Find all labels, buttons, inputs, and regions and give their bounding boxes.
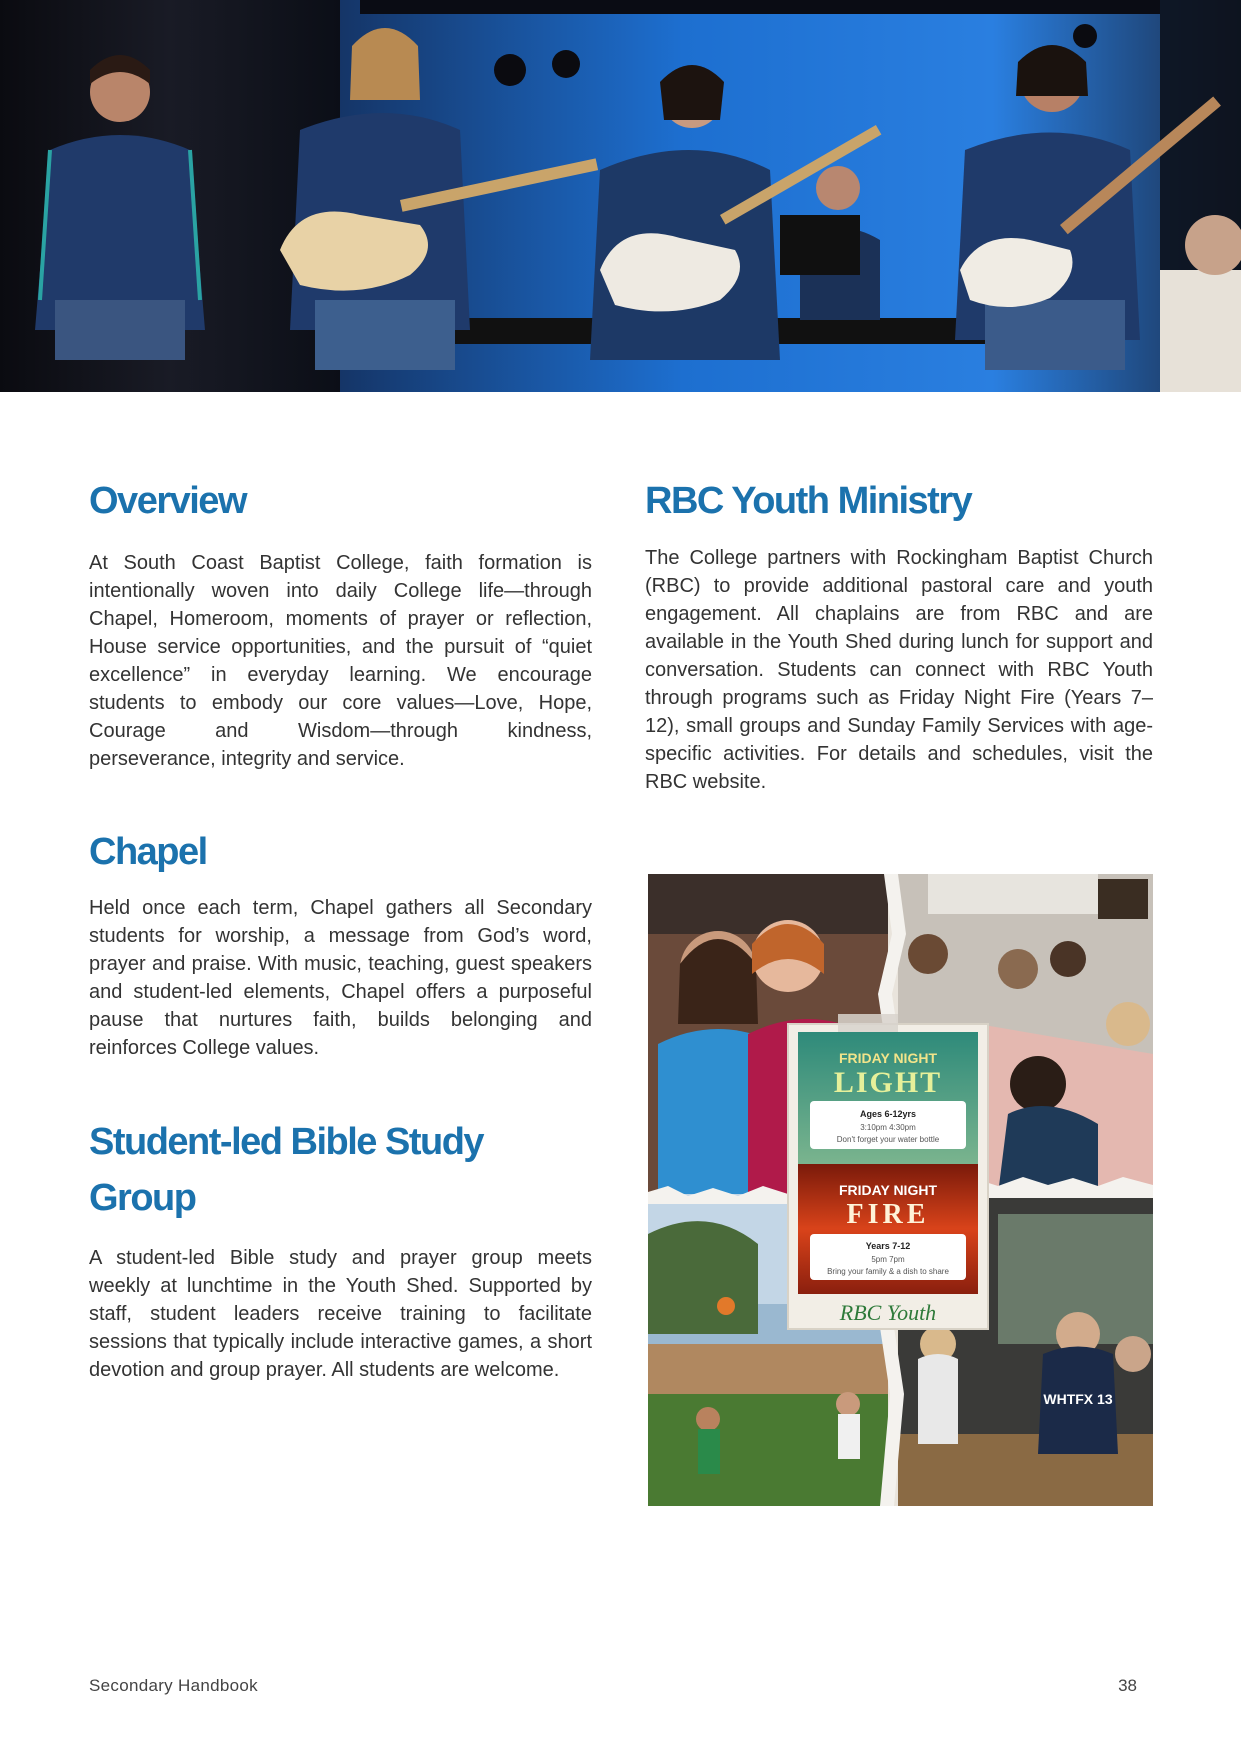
youth-ministry-heading: RBC Youth Ministry xyxy=(645,480,972,522)
footer-title: Secondary Handbook xyxy=(89,1676,258,1695)
bible-study-heading xyxy=(89,1114,592,1226)
rbc-youth-signature: RBC Youth xyxy=(839,1300,937,1325)
hero-photo-band-performance xyxy=(0,0,1241,392)
fire-title-top: FRIDAY NIGHT xyxy=(838,1182,938,1198)
light-ages: Ages 6-12yrs xyxy=(859,1109,917,1119)
fire-ages: Years 7-12 xyxy=(865,1241,911,1251)
rbc-youth-collage xyxy=(648,874,1153,1506)
event-poster xyxy=(788,1014,988,1329)
fire-title-main: FIRE xyxy=(846,1199,930,1230)
overview-heading: Overview xyxy=(89,480,246,522)
light-note: Don't forget your water bottle xyxy=(836,1135,940,1144)
light-time: 3:10pm 4:30pm xyxy=(860,1123,916,1132)
bible-study-heading-line-2: Group xyxy=(89,1177,196,1219)
light-title-top: FRIDAY NIGHT xyxy=(838,1050,938,1066)
overview-body: At South Coast Baptist College, faith formation is intentionally woven into daily College life—through Chapel, Homeroom, moments of prayer or reflection, House service opportunities, and the pursuit of “quiet excellence” in everyday learning. We encourage students to embody our core values—Love, Hope, Courage and Wisdom—through kindness, perseverance, integrity and service. xyxy=(89,552,592,770)
chapel-heading: Chapel xyxy=(89,831,207,873)
fire-note: Bring your family & a dish to share xyxy=(827,1267,949,1276)
youth-ministry-body: The College partners with Rockingham Baptist Church (RBC) to provide additional pastoral care and youth engagement. All chaplains are from RBC and are available in the Youth Shed during lunch for support and conversation. Students can connect with RBC Youth through programs such as Friday Night Fire (Years 7–12), small groups and Sunday Family Services with age-specific activities. For details and schedules, visit the RBC website. xyxy=(645,547,1153,793)
collage-illustration xyxy=(648,874,1153,1506)
jersey-text: WHTFX 13 xyxy=(1043,1391,1113,1407)
chapel-body: Held once each term, Chapel gathers all Secondary students for worship, a message from God’s word, prayer and praise. With music, teaching, guest speakers and student-led elements, Chapel offers a purposeful pause that nurtures faith, builds belonging and reinforces College values. xyxy=(89,897,592,1059)
bible-study-body: A student-led Bible study and prayer group meets weekly at lunchtime in the Youth Shed. Supported by staff, student leaders receive training to facilitate sessions that typically include interactive games, a short devotion and group prayer. All students are welcome. xyxy=(89,1247,592,1381)
fire-time: 5pm 7pm xyxy=(871,1255,905,1264)
light-title-main: LIGHT xyxy=(833,1066,943,1099)
hero-illustration xyxy=(0,0,1241,392)
bible-study-heading-line-1: Student-led Bible Study xyxy=(89,1121,484,1163)
page-number: 38 xyxy=(1118,1676,1137,1695)
